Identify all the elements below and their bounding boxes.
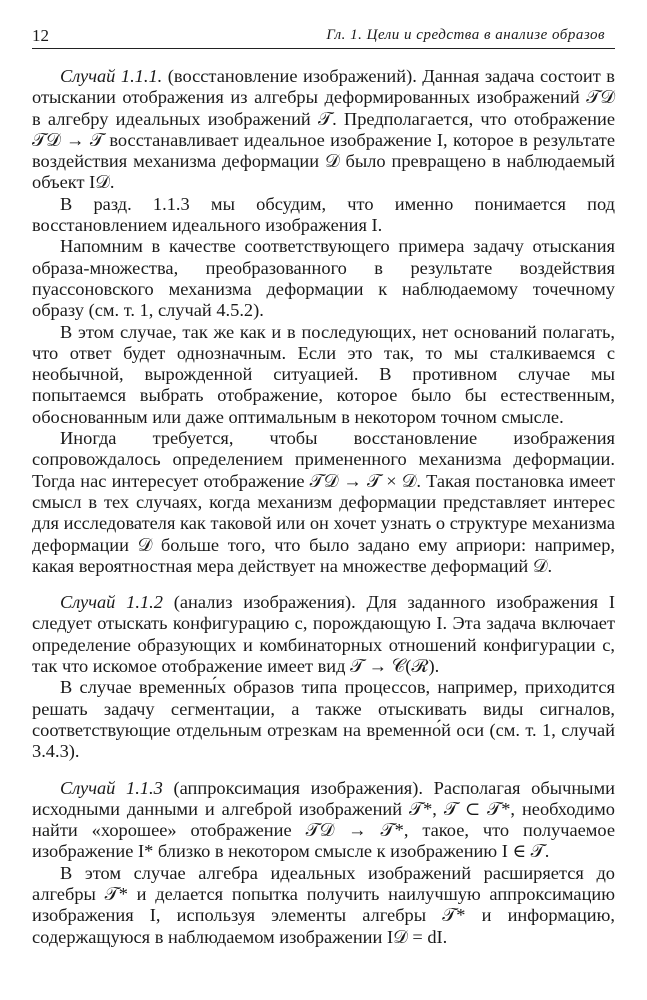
paragraph: Иногда требуется, чтобы восстановление изображения сопровождалось определением примененного механизма деформации. Тогда нас интересует отображение 𝒯𝒟 → 𝒯 × 𝒟. Такая постановка имеет смысл в тех случаях, когда механизм деформации представляет интерес для исследователя как таковой или он хочет узнать о структуре механизма деформации 𝒟 больше того, что было задано ему априори: например, какая вероятностная мера действует на множестве деформаций 𝒟. [32,428,615,576]
paragraph: Напомним в качестве соответствующего примера задачу отыскания образа-множества, преобразованного в результате воздействия пуассоновского механизма деформации к наблюдаемому точечному образу (см. т. 1, случай 4.5.2). [32,236,615,321]
case-1-1-2-paragraph [32,592,615,677]
paragraph-text: (аппроксимация изображения). Располагая обычными исходными данными и алгеброй изображений 𝒯*, 𝒯 ⊂ 𝒯*, необходимо найти «хорошее» отображение 𝒯𝒟 → 𝒯*, такое, что получаемое изображение I* близко в некотором смысле к изображению I ∈ 𝒯. [32,777,615,862]
paragraph-text: (анализ изображения). Для заданного изображения I следует отыскать конфигурацию c, порождающую I. Эта задача включает определение образующих и комбинаторных отношений конфигурации c, так что искомое отображение имеет вид 𝒯 → 𝒞(ℛ). [32,592,616,677]
case-label: Случай 1.1.1. [60,66,163,86]
running-title: Гл. 1. Цели и средства в анализе образов [326,27,605,43]
case-1-1-1-paragraph [32,66,615,194]
paragraph-text: (восстановление изображений). Данная задача состоит в отыскании отображения из алгебры деформированных изображений 𝒯𝒟 в алгебру идеальных изображений 𝒯. Предполагается, что отображение 𝒯𝒟 → 𝒯 восстанавливает идеальное изображение I, которое в результате воздействия механизма деформации 𝒟 было превращено в наблюдаемый объект I𝒟. [32,66,615,193]
page-body [32,66,615,948]
paragraph: В этом случае алгебра идеальных изображений расширяется до алгебры 𝒯* и делается попытка получить наилучшую аппроксимацию изображения I, используя элементы алгебры 𝒯* и информацию, содержащуюся в наблюдаемом изображении I𝒟 = dI. [32,862,615,947]
case-label: Случай 1.1.2 [60,592,163,613]
case-1-1-3-paragraph [32,778,615,863]
case-label: Случай 1.1.3 [60,777,163,798]
paragraph: В случае временны́х образов типа процессов, например, приходится решать задачу сегментации, а также отыскивать виды сигналов, соответствующие отдельным отрезкам на временно́й оси (см. т. 1, случай 3.4.3). [32,677,615,762]
page-header [32,26,615,49]
page-number: 12 [32,26,49,45]
paragraph: В этом случае, так же как и в последующих, нет оснований полагать, что ответ будет однозначным. Если это так, то мы сталкиваемся с необычной, вырожденной ситуацией. В противном случае мы попытаемся выбрать отображение, которое было бы естественным, обоснованным или даже оптимальным в некотором точном смысле. [32,321,615,427]
paragraph: В разд. 1.1.3 мы обсудим, что именно понимается под восстановлением идеального изображения I. [32,193,615,236]
